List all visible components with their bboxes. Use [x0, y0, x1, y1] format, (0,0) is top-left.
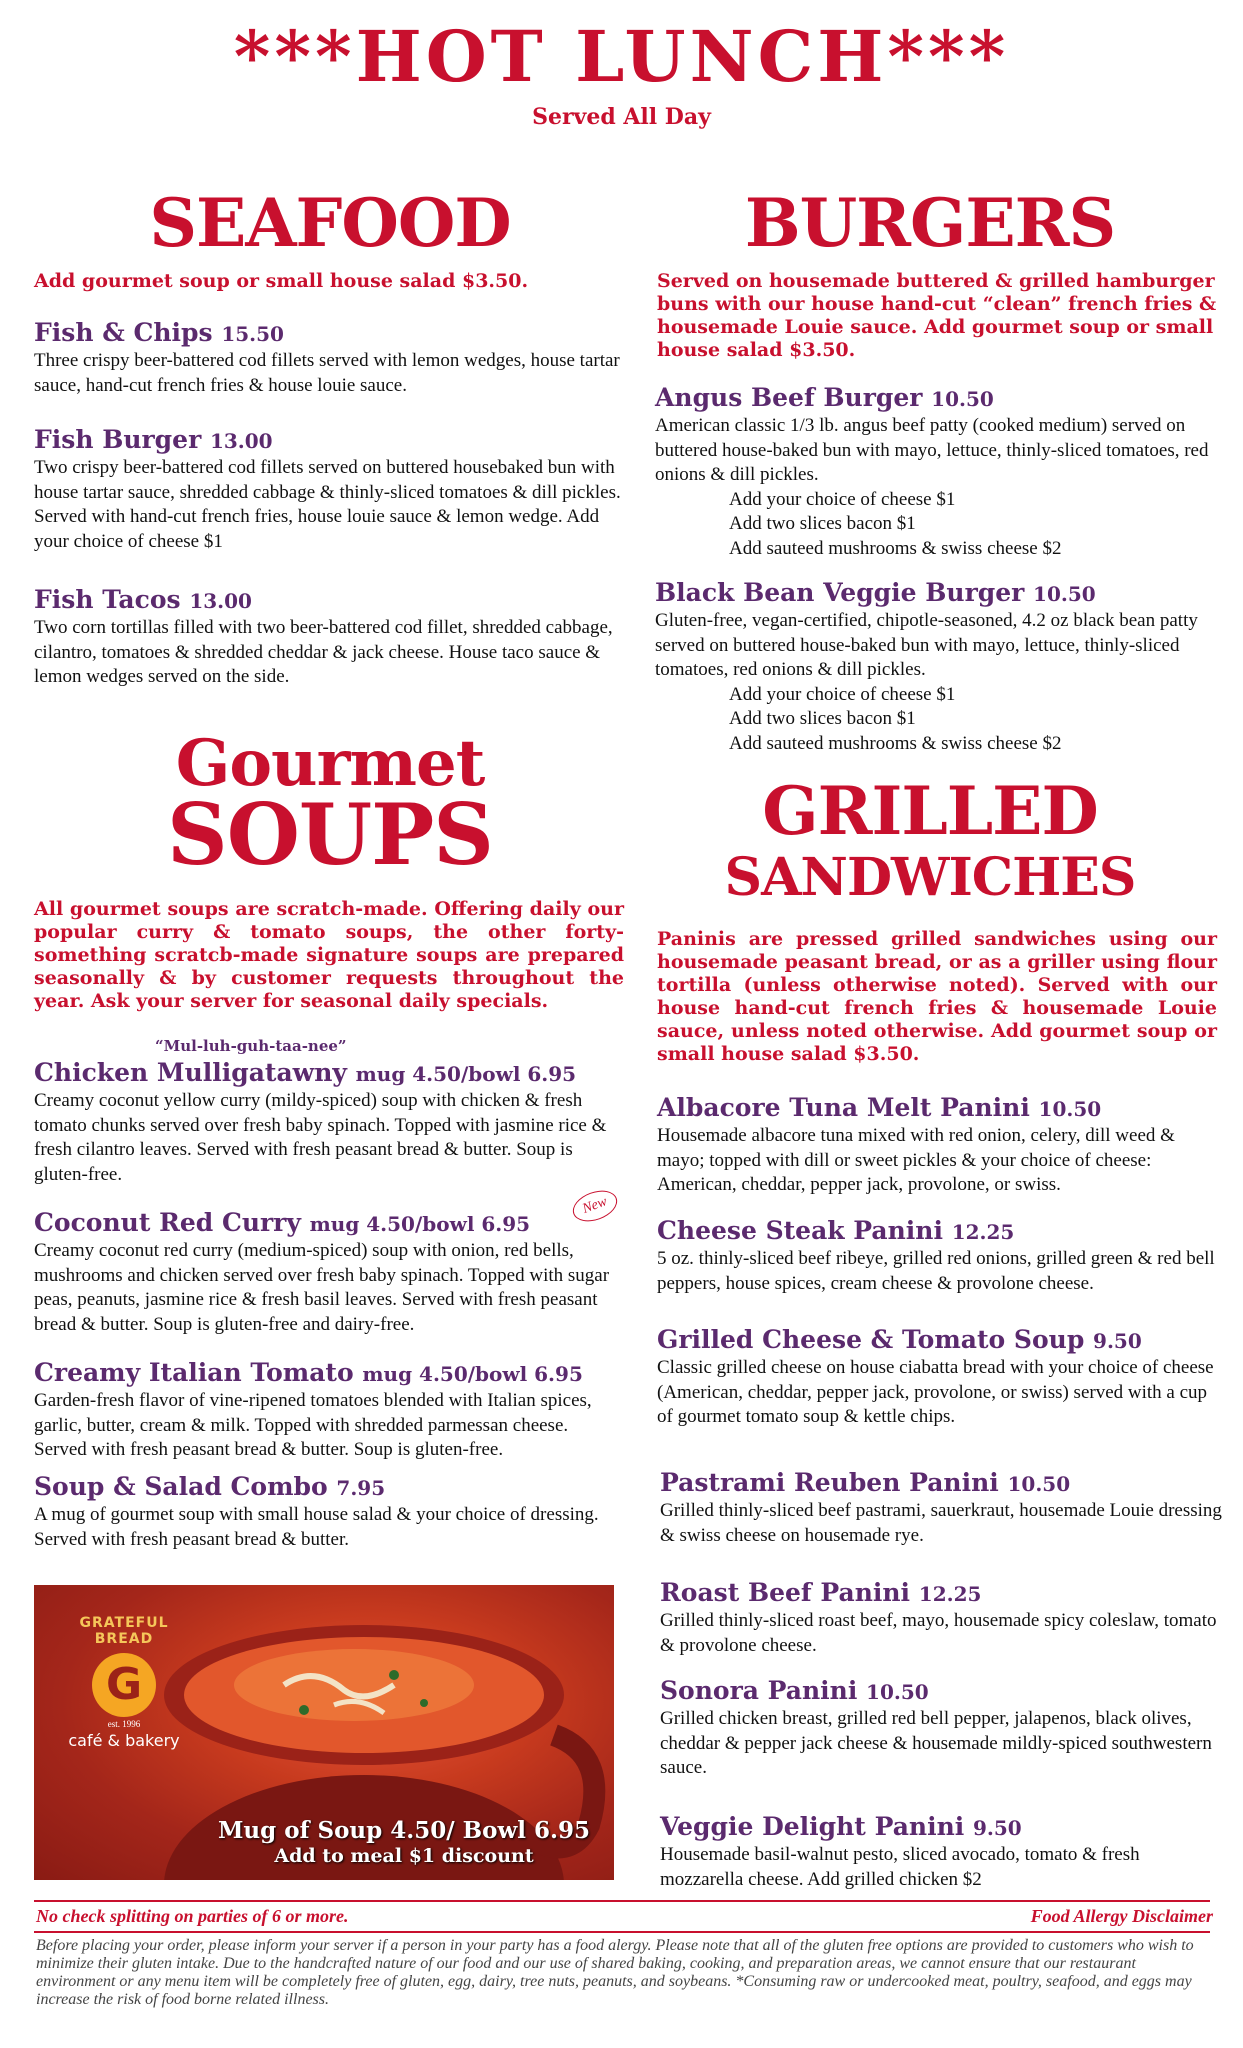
soups-note: All gourmet soups are scratch-made. Offering daily our popular curry & tomato soups, the other forty-something scratcb-made signature soups are prepared seasonally & by customer requests throughout the year. Ask your server for seasonal daily specials.: [34, 898, 624, 1012]
menu-item-creamy-italian-tomato: [34, 1358, 624, 1463]
item-price: 9.50: [1093, 1329, 1142, 1353]
allergy-disclaimer-text: Before placing your order, please inform your server if a person in your party has a food alergy. Please note that all of the gluten free options are provided to customers who wish to minimize their gluten intake. Due to the handcrafted nature of our food and our use of shared baking, cooking, and preparation areas, we cannot ensure that our restaurant environment or any menu item will be completely free of gluten, egg, dairy, tree nuts, peanuts, and soybeans. *Consuming raw or undercooked meat, poultry, seafood, and eggs may increase the risk of food borne related illness.: [36, 1937, 1194, 2008]
burgers-note: Served on housemade buttered & grilled hamburger buns with our house hand-cut “clean” french fries & housemade Louie sauce. Add gourmet soup or small house salad $3.50.: [657, 270, 1217, 361]
menu-item-fish-burger: [34, 425, 624, 554]
item-name: Fish Burger: [34, 425, 202, 454]
promo-price-line: Mug of Soup 4.50/ Bowl 6.95: [217, 1817, 591, 1844]
addon-option: Add your choice of cheese $1: [729, 488, 956, 510]
item-description: 5 oz. thinly-sliced beef ribeye, grilled red onions, grilled green & red bell peppers, house spices, cream cheese & provolone cheese.: [657, 1248, 1215, 1294]
addon-option: Add your choice of cheese $1: [729, 683, 956, 705]
item-name: Pastrami Reuben Panini: [660, 1468, 999, 1497]
sandwiches-heading-line2: SANDWICHES: [724, 847, 1136, 908]
menu-item-angus-beef-burger: [655, 383, 1220, 561]
item-price: 7.95: [336, 1476, 386, 1500]
no-split-notice: No check splitting on parties of 6 or more.: [36, 1906, 349, 1926]
item-name: Fish Tacos: [34, 585, 181, 614]
item-description: Creamy coconut red curry (medium-spiced) soup with onion, red bells, mushrooms and chicken served over fresh baby spinach. Topped with sugar peas, peanuts, jasmine rice & fresh basil leaves. Served with fresh peasant bread & butter. Soup is gluten-free and dairy-free.: [34, 1240, 610, 1335]
seafood-heading: SEAFOOD: [149, 184, 511, 262]
logo-subtitle: café & bakery: [68, 1731, 180, 1750]
item-description: Garden-fresh flavor of vine-ripened tomatoes blended with Italian spices, garlic, butter, cream & milk. Topped with shredded parmessan cheese. Served with fresh peasant bread & butter. Soup is gluten-free.: [34, 1390, 592, 1460]
item-name: Creamy Italian Tomato: [34, 1358, 354, 1387]
item-description: Two crispy beer-battered cod fillets served on buttered housebaked bun with house tartar sauce, shredded cabbage & thinly-sliced tomatoes & dill pickles. Served with hand-cut french fries, house louie sauce & lemon wedge. Add your choice of cheese $1: [34, 457, 621, 552]
menu-item-veggie-delight-panini: [660, 1812, 1225, 1892]
footer-divider-top: [34, 1900, 1210, 1902]
promo-discount-line: Add to meal $1 discount: [274, 1845, 534, 1867]
item-name: Coconut Red Curry: [34, 1208, 301, 1237]
menu-item-sonora-panini: [660, 1676, 1225, 1781]
item-price: mug 4.50/bowl 6.95: [309, 1212, 531, 1236]
new-badge-label: New: [580, 1194, 610, 1217]
sandwiches-heading-line1: GRILLED: [762, 772, 1098, 850]
item-price: 15.50: [221, 322, 284, 346]
logo-emblem: GRATEFUL BREAD: [79, 1615, 169, 1647]
item-description: Creamy coconut yellow curry (mildy-spiced) soup with chicken & fresh tomato chunks served over fresh baby spinach. Topped with jasmine rice & fresh cilantro leaves. Served with fresh peasant bread & butter. Soup is gluten-free.: [34, 1090, 607, 1185]
item-name: Sonora Panini: [660, 1676, 858, 1705]
menu-item-fish-tacos: [34, 585, 624, 690]
item-name: Cheese Steak Panini: [657, 1216, 943, 1245]
menu-item-roast-beef-panini: [660, 1578, 1225, 1658]
addon-option: Add sauteed mushrooms & swiss cheese $2: [729, 537, 1062, 559]
item-price: 10.50: [1033, 582, 1096, 606]
menu-item-cheese-steak-panini: [657, 1216, 1222, 1296]
soups-heading-line1: Gourmet: [175, 726, 485, 801]
item-description: American classic 1/3 lb. angus beef patty (cooked medium) served on buttered house-baked bun with mayo, lettuce, thinly-sliced tomatoes, red onions & dill pickles.: [655, 415, 1209, 485]
footer-divider-bottom: [34, 1931, 1210, 1933]
menu-item-fish-chips: [34, 318, 624, 398]
sandwiches-note: Paninis are pressed grilled sandwiches using our housemade peasant bread, or as a griller using flour tortilla (unless otherwise noted). Served with our house hand-cut french fries & housemade Louie sauce, unless noted otherwise. Add gourmet soup or small house salad $3.50.: [657, 928, 1217, 1065]
page-title: ***HOT LUNCH***: [233, 15, 1010, 98]
seafood-note: Add gourmet soup or small house salad $3.50.: [34, 270, 529, 292]
item-name: Veggie Delight Panini: [660, 1812, 965, 1841]
item-name: Soup & Salad Combo: [34, 1472, 328, 1501]
item-price: 10.50: [1038, 1097, 1102, 1121]
item-price: 10.50: [1007, 1472, 1071, 1496]
item-price: 10.50: [866, 1680, 929, 1704]
item-description: Grilled thinly-sliced roast beef, mayo, housemade spicy coleslaw, tomato & provolone cheese.: [660, 1610, 1217, 1656]
menu-item-black-bean-veggie-burger: [655, 578, 1220, 756]
logo-g-icon: G: [92, 1653, 156, 1717]
item-price: 13.00: [209, 429, 273, 453]
item-name: Angus Beef Burger: [655, 383, 923, 412]
item-name: Chicken Mulligatawny: [34, 1058, 347, 1087]
menu-item-soup-salad-combo: [34, 1472, 624, 1552]
menu-item-chicken-mulligatawny: [34, 1058, 624, 1187]
item-name: Grilled Cheese & Tomato Soup: [657, 1325, 1085, 1354]
item-description: Gluten-free, vegan-certified, chipotle-seasoned, 4.2 oz black bean patty served on buttered house-baked bun with mayo, lettuce, thinly-sliced tomatoes, red onions & dill pickles.: [655, 610, 1198, 680]
addon-option: Add sauteed mushrooms & swiss cheese $2: [729, 732, 1062, 754]
menu-item-grilled-cheese-tomato-soup: [657, 1325, 1222, 1430]
item-price: 9.50: [972, 1816, 1022, 1840]
item-price: 12.25: [951, 1220, 1015, 1244]
item-description: Two corn tortillas filled with two beer-battered cod fillet, shredded cabbage, cilantro, tomatoes & shredded cheddar & jack cheese. House taco sauce & lemon wedges served on the side.: [34, 617, 613, 687]
item-description: Classic grilled cheese on house ciabatta bread with your choice of cheese (American, cheddar, pepper jack, provolone, or swiss) served with a cup of gourmet tomato soup & kettle chips.: [657, 1357, 1214, 1427]
item-name: Black Bean Veggie Burger: [655, 578, 1025, 607]
menu-item-albacore-tuna-melt: [657, 1093, 1222, 1198]
allergy-disclaimer-title: Food Allergy Disclaimer: [1030, 1906, 1213, 1926]
addon-option: Add two slices bacon $1: [729, 708, 916, 729]
burgers-heading: BURGERS: [744, 184, 1116, 262]
item-description: Grilled thinly-sliced beef pastrami, sauerkraut, housemade Louie dressing & swiss cheese on housemade rye.: [660, 1500, 1222, 1546]
soups-heading-line2: SOUPS: [167, 785, 493, 884]
item-price: 10.50: [931, 387, 994, 411]
item-price: 12.25: [918, 1582, 982, 1606]
item-description: Three crispy beer-battered cod fillets served with lemon wedges, house tartar sauce, hand-cut french fries & house louie sauce.: [34, 350, 620, 396]
addon-option: Add two slices bacon $1: [729, 513, 916, 534]
menu-item-pastrami-reuben-panini: [660, 1468, 1225, 1548]
item-description: Housemade albacore tuna mixed with red onion, celery, dill weed & mayo; topped with dill or sweet pickles & your choice of cheese: American, cheddar, pepper jack, provolone, or swiss.: [657, 1125, 1175, 1195]
pronunciation-note: “Mul-luh-guh-taa-nee”: [155, 1037, 347, 1055]
soup-promo-image: [34, 1585, 614, 1880]
menu-item-coconut-red-curry: [34, 1208, 624, 1337]
item-name: Fish & Chips: [34, 318, 213, 347]
item-price: 13.00: [189, 589, 252, 613]
page-subtitle: Served All Day: [532, 104, 711, 130]
item-name: Albacore Tuna Melt Panini: [657, 1093, 1030, 1122]
item-name: Roast Beef Panini: [660, 1578, 911, 1607]
item-description: A mug of gourmet soup with small house salad & your choice of dressing. Served with fresh peasant bread & butter.: [34, 1504, 599, 1550]
item-price: mug 4.50/bowl 6.95: [355, 1062, 577, 1086]
item-description: Grilled chicken breast, grilled red bell pepper, jalapenos, black olives, cheddar & pepper jack cheese & housemade mildly-spiced southwestern sauce.: [660, 1708, 1212, 1778]
item-price: mug 4.50/bowl 6.95: [362, 1362, 583, 1386]
brand-logo: [54, 1615, 194, 1750]
logo-est: est. 1996: [107, 1719, 141, 1729]
item-description: Housemade basil-walnut pesto, sliced avocado, tomato & fresh mozzarella cheese. Add grilled chicken $2: [660, 1844, 1140, 1890]
